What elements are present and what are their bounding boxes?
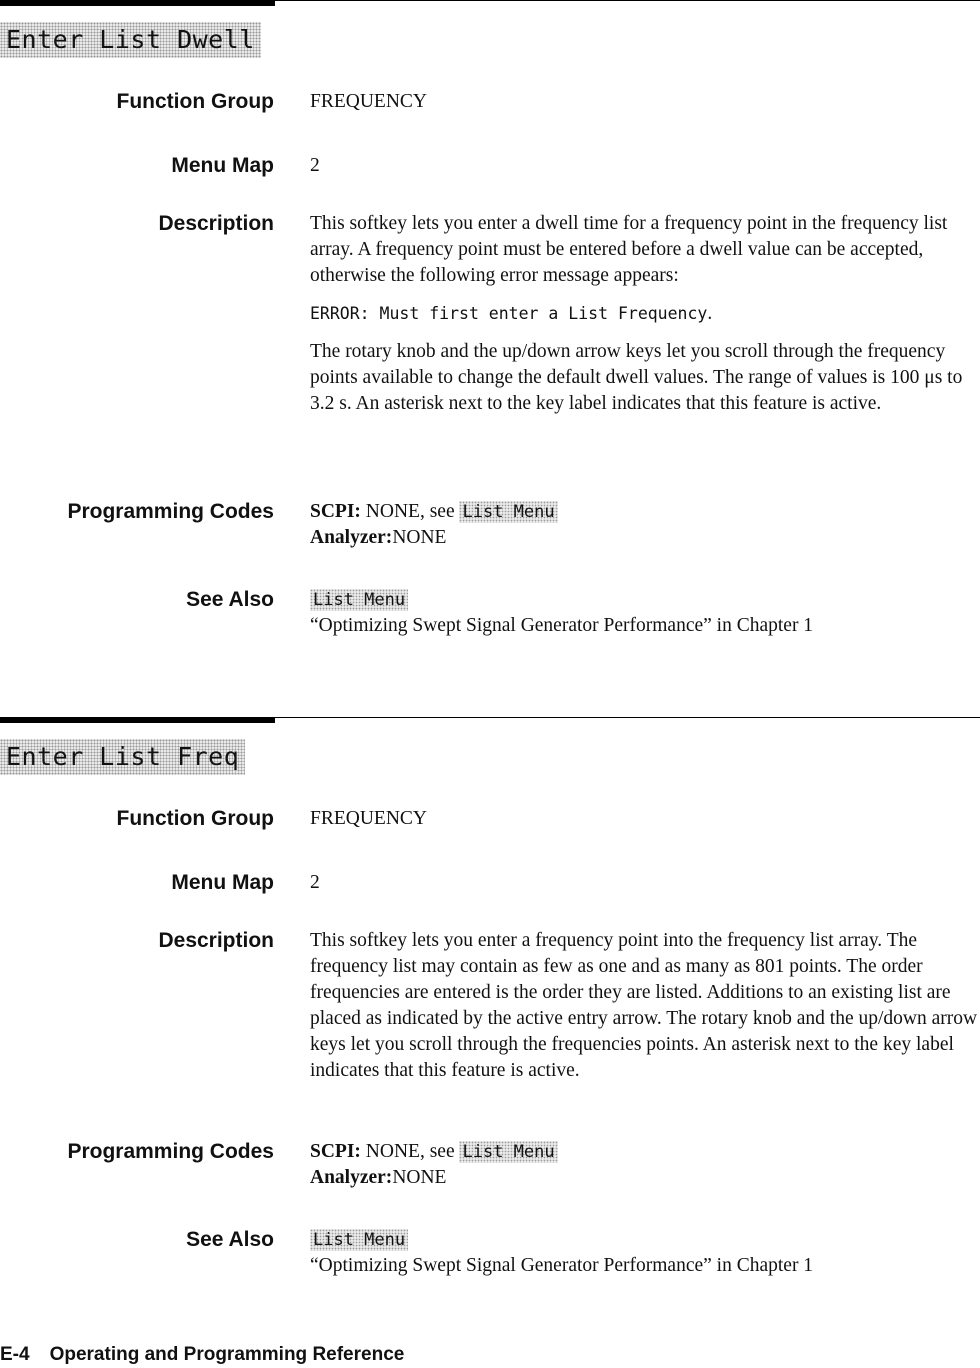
description-paragraph: The rotary knob and the up/down arrow keys let you scroll through the frequency points available to change the default dwell values. The range of values is 100 μs to 3.2 s. An asterisk next to the key label indicates that this feature is active. <box>310 341 963 414</box>
scpi-line <box>310 499 978 525</box>
see-also-label: See Also <box>186 1228 274 1251</box>
softkey-title: Enter List Dwell <box>0 22 261 58</box>
programming-codes-value <box>310 499 978 551</box>
list-menu-key: List Menu <box>459 1141 557 1163</box>
scpi-line <box>310 1139 978 1165</box>
error-suffix: . <box>707 303 713 324</box>
function-group-label: Function Group <box>116 807 274 830</box>
description-label: Description <box>158 929 274 952</box>
page-footer <box>0 1342 404 1368</box>
description-label: Description <box>158 212 274 235</box>
scpi-label: SCPI: <box>310 1141 361 1162</box>
page-number: E-4 <box>0 1344 30 1365</box>
programming-codes-value <box>310 1139 978 1191</box>
list-menu-key: List Menu <box>310 589 408 611</box>
analyzer-label: Analyzer: <box>310 1167 393 1188</box>
analyzer-line <box>310 525 978 551</box>
analyzer-label: Analyzer: <box>310 527 393 548</box>
see-also-key-line <box>310 587 978 613</box>
see-also-reference: “Optimizing Swept Signal Generator Performance” in Chapter 1 <box>310 615 814 636</box>
menu-map-label: Menu Map <box>171 871 274 894</box>
scpi-text: NONE, see <box>360 1141 460 1162</box>
analyzer-value: NONE <box>392 1167 447 1188</box>
section-rule-thin <box>275 0 980 1</box>
section-rule-thick <box>0 0 275 6</box>
menu-map-value: 2 <box>310 155 320 176</box>
scpi-text: NONE, see <box>360 501 460 522</box>
list-menu-key: List Menu <box>459 501 557 523</box>
see-also-value <box>310 1227 978 1279</box>
see-also-reference: “Optimizing Swept Signal Generator Performance” in Chapter 1 <box>310 1255 814 1276</box>
function-group-label: Function Group <box>116 90 274 113</box>
analyzer-value: NONE <box>392 527 447 548</box>
section-rule-thick <box>0 717 275 723</box>
softkey-title: Enter List Freq <box>0 739 245 775</box>
list-menu-key: List Menu <box>310 1229 408 1251</box>
section-rule-thin <box>275 717 980 718</box>
programming-codes-label: Programming Codes <box>67 1140 274 1163</box>
programming-codes-label: Programming Codes <box>67 500 274 523</box>
scpi-label: SCPI: <box>310 501 361 522</box>
description-paragraph: This softkey lets you enter a dwell time for a frequency point in the frequency list array. A frequency point must be entered before a dwell value can be accepted, otherwise the following error message appears: <box>310 213 948 286</box>
error-message: ERROR: Must first enter a List Frequency <box>310 304 708 323</box>
menu-map-label: Menu Map <box>171 154 274 177</box>
see-also-value <box>310 587 978 639</box>
description-paragraph: This softkey lets you enter a frequency point into the frequency list array. The frequency list may contain as few as one and as many as 801 points. The order frequencies are entered is the order they are listed. Additions to an existing list are placed as indicated by the active entry arrow. The rotary knob and the up/down arrow keys let you scroll through the frequencies points. An asterisk next to the key label indicates that this feature is active. <box>310 930 978 1081</box>
see-also-label: See Also <box>186 588 274 611</box>
description-text <box>310 211 978 429</box>
footer-title: Operating and Programming Reference <box>49 1344 405 1365</box>
analyzer-line <box>310 1165 978 1191</box>
see-also-key-line <box>310 1227 978 1253</box>
menu-map-value: 2 <box>310 872 320 893</box>
function-group-value: FREQUENCY <box>310 808 428 829</box>
function-group-value: FREQUENCY <box>310 91 428 112</box>
description-text <box>310 928 978 1096</box>
error-message-line <box>310 301 978 327</box>
